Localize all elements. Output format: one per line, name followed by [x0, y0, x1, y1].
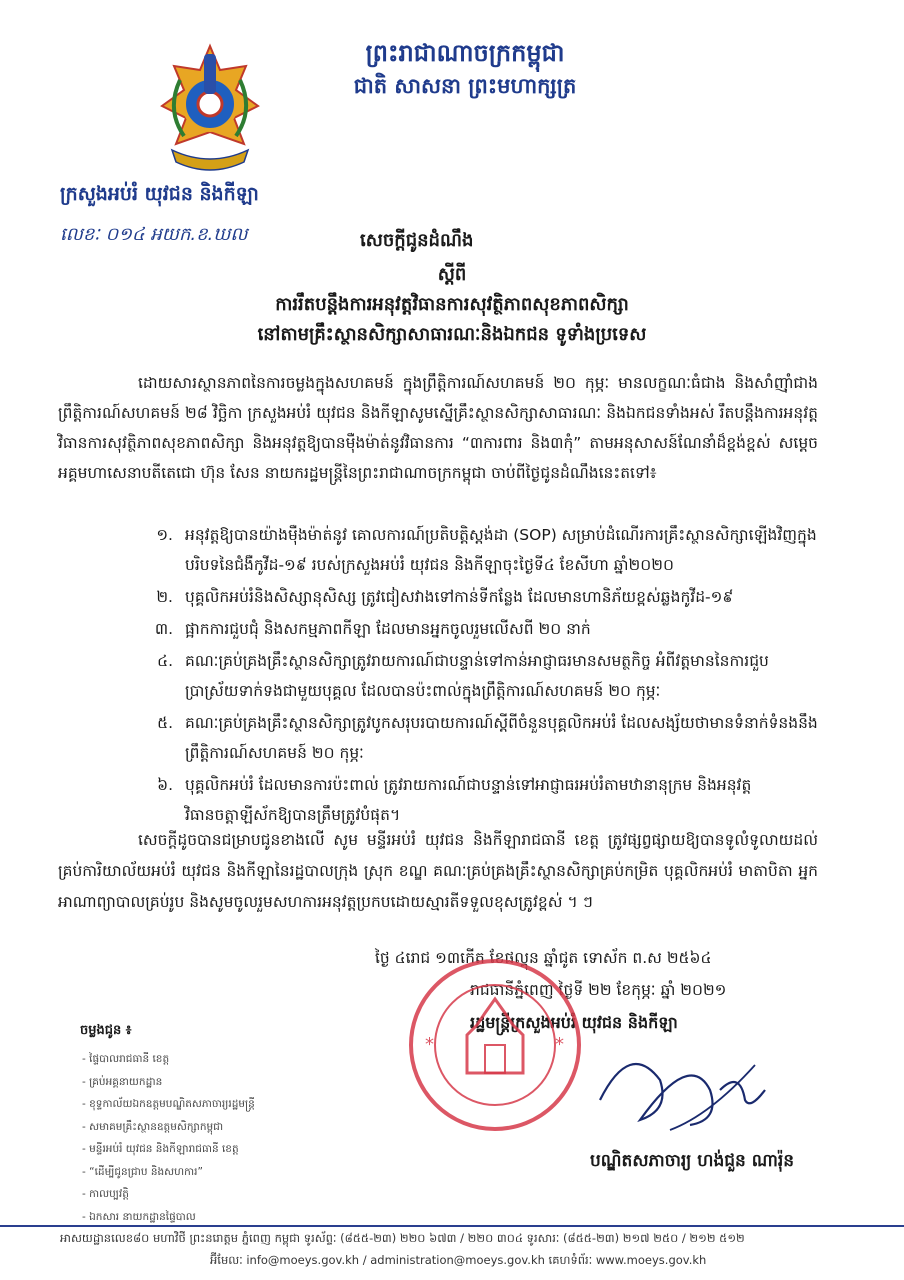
copy-to-title: ចម្លងជូន ៖ — [80, 1023, 132, 1038]
letterhead — [300, 36, 630, 102]
footer-contact: អ៊ីមែលៈ info@moeys.gov.kh / administration@moeys.gov.kh គេហទំព័រៈ www.moeys.gov.kh — [210, 1253, 707, 1267]
reference-number — [60, 222, 248, 249]
reference-value: ០១៤ — [105, 224, 145, 245]
item-text: ផ្អាកការជួបជុំ និងសកម្មភាពកីឡា ដែលមានអ្នកចូលរួមលើសពី ២០ នាក់ — [185, 620, 591, 638]
list-item: - គ្រប់អគ្គនាយកដ្ឋាន — [82, 1071, 255, 1094]
copy-to-list — [82, 1048, 255, 1228]
ministry-emblem — [150, 40, 270, 176]
list-item: - មន្ទីរអប់រំ យុវជន និងកីឡារាជធានី ខេត្ត — [82, 1138, 255, 1161]
solar-date: រាជធានីភ្នំពេញ ថ្ងៃទី ២២ ខែកុម្ភៈ ឆ្នាំ ២០២១ — [470, 981, 727, 999]
list-item: - សមាគមគ្រឹះស្ថានឧត្តមសិក្សាកម្ពុជា — [82, 1116, 255, 1139]
item-number: ១. — [156, 526, 173, 544]
list-item — [58, 770, 818, 830]
list-item: - “ដើម្បីជូនជ្រាប និងសហការ” — [82, 1161, 255, 1184]
national-motto: ជាតិ សាសនា ព្រះមហាក្សត្រ — [353, 73, 577, 98]
about-label: ស្តីពី — [437, 264, 467, 285]
list-item: - ខុទ្ទកាល័យឯកឧត្តមបណ្ឌិតសភាចារ្យរដ្ឋមន្ត្រី — [82, 1093, 255, 1116]
official-seal — [405, 955, 585, 1135]
signer-name: បណ្ឌិតសភាចារ្យ ហង់ជួន ណារ៉ុន — [590, 1151, 795, 1171]
intro-paragraph — [58, 368, 818, 488]
item-number: ២. — [156, 588, 173, 606]
list-item — [58, 520, 818, 580]
document-subject — [0, 290, 904, 350]
footer — [0, 1225, 904, 1267]
ministry-name: ក្រសួងអប់រំ យុវជន និងកីឡា — [60, 183, 259, 205]
list-item: - កាលប្បវត្តិ — [82, 1183, 255, 1206]
reference-suffix: អយក.ខ.ឃល — [150, 224, 248, 245]
handwritten-signature — [570, 1030, 780, 1140]
kingdom-name: ព្រះរាជាណាចក្រកម្ពុជា — [365, 38, 565, 67]
list-item: - ផ្ទៃបាលរាជធានី ខេត្ត — [82, 1048, 255, 1071]
subject-line-2: នៅតាមគ្រឹះស្ថានសិក្សាសាធារណៈនិងឯកជន ទូទាំងប្រទេស — [257, 324, 647, 345]
item-number: ៤. — [157, 652, 173, 670]
footer-address: អាសយដ្ឋានលេខ៨០ មហាវិថី ព្រះនរោត្តម ភ្នំពេញ កម្ពុជា ទូរស័ព្ទៈ (៨៥៥-២៣) ២២០ ៦៧៣ / ២២០ ៣០៤ ទូរសារៈ (៨៥៥-២៣) ២១៧ ២៥០ / ២១២ ៥១២ — [60, 1231, 745, 1245]
item-number: ៦. — [157, 776, 173, 794]
subject-line-1: ការរឹតបន្តឹងការអនុវត្តវិធានការសុវត្ថិភាពសុខភាពសិក្សា — [275, 294, 629, 315]
lunar-date: ថ្ងៃ ៤រោជ ១៣កើត ខែផល្គុន ឆ្នាំជូត ទោស័ក ព.ស ២៥៦៤ — [375, 949, 712, 967]
item-text: គណៈគ្រប់គ្រងគ្រឹះស្ថានសិក្សាត្រូវបូកសរុបរបាយការណ៍ស្តីពីចំនួនបុគ្គលិកអប់រំ ដែលសង្ស័យថាមានទំនាក់ទំនងនឹងព្រឹត្តិការណ៍សហគមន៍ ២០ កុម្ភៈ — [185, 714, 818, 762]
list-item — [58, 708, 818, 768]
reference-label: លេខៈ — [60, 224, 100, 245]
item-number: ៣. — [154, 620, 173, 638]
item-text: គណៈគ្រប់គ្រងគ្រឹះស្ថានសិក្សាត្រូវរាយការណ៍ជាបន្ទាន់ទៅកាន់អាជ្ញាធរមានសមត្ថកិច្ច អំពីវត្តមាននៃការជួបប្រាស្រ័យទាក់ទងជាមួយបុគ្គល ដែលបានប៉ះពាល់ក្នុងព្រឹត្តិការណ៍សហគមន៍ ២០ កុម្ភៈ — [185, 652, 769, 700]
list-item — [58, 614, 818, 644]
svg-text:*: * — [555, 1034, 564, 1055]
list-item: - ឯកសារ នាយកដ្ឋានផ្ទៃបាល — [82, 1206, 255, 1229]
item-text: បុគ្គលិកអប់រំ ដែលមានការប៉ះពាល់ ត្រូវរាយការណ៍ជាបន្ទាន់ទៅអាជ្ញាធរអប់រំតាមឋានានុក្រម និងអនុវត្តវិធានចត្តាឡីស័កឱ្យបានត្រឹមត្រូវបំផុត។ — [185, 776, 752, 824]
item-number: ៥. — [157, 714, 173, 732]
list-item — [58, 646, 818, 706]
measures-list — [58, 520, 818, 832]
signatory-title: រដ្ឋមន្ត្រីក្រសួងអប់រំ យុវជន និងកីឡា — [470, 1013, 678, 1032]
closing-paragraph — [58, 825, 818, 918]
closing-text: សេចក្តីដូចបានជម្រាបជូនខាងលើ សូម មន្ទីរអប់រំ យុវជន និងកីឡារាជធានី ខេត្ត ត្រូវផ្សព្វផ្សាយឱ្យបានទូលំទូលាយដល់គ្រប់ការិយាល័យអប់រំ យុវជន និងកីឡានៃរដ្ឋបាលក្រុង ស្រុក ខណ្ឌ គណៈគ្រប់គ្រងគ្រឹះស្ថានសិក្សាគ្រប់កម្រិត បុគ្គលិកអប់រំ មាតាបិតា អ្នកអាណាព្យាបាលគ្រប់រូប និងសូមចូលរួមសហការអនុវត្តប្រកបដោយស្មារតីទទួលខុសត្រូវខ្ពស់ ។ ៗ — [58, 831, 818, 911]
intro-text: ដោយសារស្ថានភាពនៃការចម្លងក្នុងសហគមន៍ ក្នុងព្រឹត្តិការណ៍សហគមន៍ ២០ កុម្ភៈ មានលក្ខណៈធំជាង និងសាំញ៉ាំជាងព្រឹត្តិការណ៍សហគមន៍ ២៨ វិច្ឆិកា ក្រសួងអប់រំ យុវជន និងកីឡាសូមស្នើគ្រឹះស្ថានសិក្សាសាធារណៈ និងឯកជនទាំងអស់ រឹតបន្តឹងការអនុវត្តវិធានការសុវត្ថិភាពសុខភាពសិក្សា និងអនុវត្តឱ្យបានម៉ឺងម៉ាត់នូវវិធានការ “៣ការពារ និង៣កុំ” តាមអនុសាសន៍ណែនាំដ៏ខ្ពង់ខ្ពស់ សម្តេចអគ្គមហាសេនាបតីតេជោ ហ៊ុន សែន នាយករដ្ឋមន្ត្រីនៃព្រះរាជាណាចក្រកម្ពុជា ចាប់ពីថ្ងៃជូនដំណឹងនេះតទៅ៖ — [58, 374, 818, 482]
item-text: អនុវត្តឱ្យបានយ៉ាងម៉ឺងម៉ាត់នូវ គោលការណ៍ប្រតិបត្តិស្តង់ដា (SOP) សម្រាប់ដំណើរការគ្រឹះស្ថានសិក្សាឡើងវិញក្នុងបរិបទនៃជំងឺកូវីដ-១៩ របស់ក្រសួងអប់រំ យុវជន និងកីឡាចុះថ្ងៃទី៤ ខែសីហា ឆ្នាំ២០២០ — [185, 526, 817, 574]
list-item — [58, 582, 818, 612]
document-type: សេចក្តីជូនដំណឹង — [360, 230, 474, 251]
item-text: បុគ្គលិកអប់រំនិងសិស្សានុសិស្ស ត្រូវជៀសវាងទៅកាន់ទីកន្លែង ដែលមានហានិភ័យខ្ពស់ឆ្លងកូវីដ-១៩ — [185, 588, 734, 606]
svg-text:*: * — [425, 1034, 434, 1055]
